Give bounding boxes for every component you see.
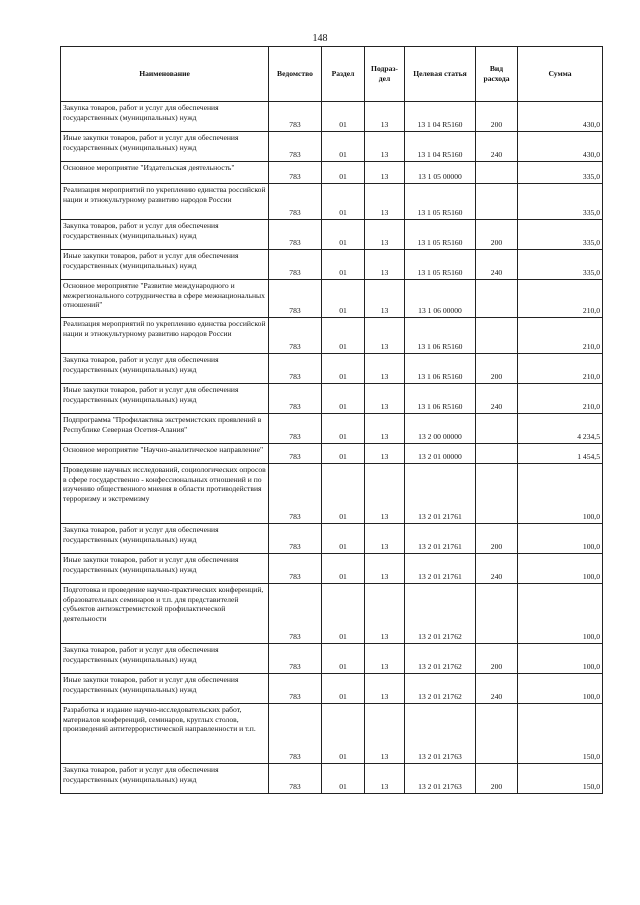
row-amount-cell: 100,0 [518,464,603,524]
row-expense-type-cell [476,444,518,464]
table-row [61,414,603,444]
row-expense-type-cell: 200 [476,644,518,674]
row-name-cell: Подпрограмма "Профилактика экстремистских проявлений в Республике Северная Осетия-Алания" [61,414,269,444]
row-name-cell: Закупка товаров, работ и услуг для обеспечения государственных (муниципальных) нужд [61,764,269,794]
table-row [61,704,603,764]
row-target-cell: 13 2 01 21761 [405,554,476,584]
row-amount-cell: 4 234,5 [518,414,603,444]
row-section-cell: 01 [322,704,365,764]
row-section-cell: 01 [322,250,365,280]
row-expense-type-cell: 200 [476,524,518,554]
row-department-cell: 783 [269,162,322,184]
table-row [61,280,603,318]
row-amount-cell: 100,0 [518,524,603,554]
row-target-cell: 13 2 00 00000 [405,414,476,444]
header-name: Наименование [61,47,269,102]
row-subsection-cell: 13 [365,414,405,444]
row-section-cell: 01 [322,644,365,674]
row-name-cell: Реализация мероприятий по укреплению единства российской нации и этнокультурному развитию народов России [61,184,269,220]
row-expense-type-cell [476,704,518,764]
row-department-cell: 783 [269,764,322,794]
header-department: Ведомство [269,47,322,102]
row-name-cell: Иные закупки товаров, работ и услуг для обеспечения государственных (муниципальных) нужд [61,674,269,704]
row-department-cell: 783 [269,250,322,280]
table-row [61,102,603,132]
row-department-cell: 783 [269,132,322,162]
table-row [61,444,603,464]
row-subsection-cell: 13 [365,704,405,764]
row-section-cell: 01 [322,162,365,184]
row-department-cell: 783 [269,704,322,764]
row-expense-type-cell: 240 [476,384,518,414]
row-subsection-cell: 13 [365,464,405,524]
row-amount-cell: 150,0 [518,764,603,794]
row-expense-type-cell [476,414,518,444]
row-subsection-cell: 13 [365,162,405,184]
row-amount-cell: 100,0 [518,674,603,704]
row-department-cell: 783 [269,464,322,524]
row-department-cell: 783 [269,220,322,250]
row-subsection-cell: 13 [365,644,405,674]
row-section-cell: 01 [322,220,365,250]
table-row [61,250,603,280]
row-amount-cell: 210,0 [518,318,603,354]
row-expense-type-cell: 240 [476,132,518,162]
table-row [61,162,603,184]
table-row [61,132,603,162]
row-section-cell: 01 [322,674,365,704]
row-amount-cell: 150,0 [518,704,603,764]
table-row [61,220,603,250]
row-department-cell: 783 [269,444,322,464]
row-department-cell: 783 [269,584,322,644]
table-row [61,184,603,220]
row-target-cell: 13 2 01 21762 [405,584,476,644]
row-expense-type-cell: 200 [476,220,518,250]
row-target-cell: 13 1 04 R5160 [405,102,476,132]
row-target-cell: 13 2 01 00000 [405,444,476,464]
row-department-cell: 783 [269,384,322,414]
row-name-cell: Закупка товаров, работ и услуг для обеспечения государственных (муниципальных) нужд [61,102,269,132]
row-amount-cell: 100,0 [518,644,603,674]
row-subsection-cell: 13 [365,674,405,704]
row-expense-type-cell [476,584,518,644]
table-row [61,354,603,384]
row-target-cell: 13 1 06 R5160 [405,318,476,354]
header-section: Раздел [322,47,365,102]
row-name-cell: Закупка товаров, работ и услуг для обеспечения государственных (муниципальных) нужд [61,354,269,384]
table-row [61,554,603,584]
header-target: Целевая статья [405,47,476,102]
row-name-cell: Иные закупки товаров, работ и услуг для обеспечения государственных (муниципальных) нужд [61,384,269,414]
row-amount-cell: 335,0 [518,250,603,280]
row-expense-type-cell: 200 [476,354,518,384]
row-subsection-cell: 13 [365,524,405,554]
table-header-row [61,47,603,102]
row-name-cell: Закупка товаров, работ и услуг для обеспечения государственных (муниципальных) нужд [61,524,269,554]
row-department-cell: 783 [269,674,322,704]
row-subsection-cell: 13 [365,220,405,250]
row-target-cell: 13 2 01 21763 [405,704,476,764]
table-row [61,674,603,704]
header-amount: Сумма [518,47,603,102]
row-amount-cell: 335,0 [518,184,603,220]
row-amount-cell: 210,0 [518,354,603,384]
row-department-cell: 783 [269,280,322,318]
row-name-cell: Иные закупки товаров, работ и услуг для обеспечения государственных (муниципальных) нужд [61,250,269,280]
header-expense-type: Вид расхода [476,47,518,102]
row-amount-cell: 100,0 [518,584,603,644]
row-section-cell: 01 [322,184,365,220]
row-target-cell: 13 1 04 R5160 [405,132,476,162]
row-amount-cell: 335,0 [518,162,603,184]
row-subsection-cell: 13 [365,318,405,354]
row-section-cell: 01 [322,464,365,524]
row-target-cell: 13 2 01 21763 [405,764,476,794]
row-department-cell: 783 [269,524,322,554]
row-section-cell: 01 [322,414,365,444]
row-amount-cell: 335,0 [518,220,603,250]
row-amount-cell: 430,0 [518,102,603,132]
row-amount-cell: 430,0 [518,132,603,162]
row-subsection-cell: 13 [365,764,405,794]
row-expense-type-cell: 200 [476,102,518,132]
row-expense-type-cell: 200 [476,764,518,794]
row-section-cell: 01 [322,764,365,794]
row-section-cell: 01 [322,524,365,554]
row-amount-cell: 210,0 [518,280,603,318]
row-subsection-cell: 13 [365,132,405,162]
row-section-cell: 01 [322,102,365,132]
row-expense-type-cell [476,184,518,220]
row-expense-type-cell [476,162,518,184]
table-row [61,384,603,414]
row-department-cell: 783 [269,644,322,674]
row-name-cell: Иные закупки товаров, работ и услуг для обеспечения государственных (муниципальных) нужд [61,132,269,162]
row-expense-type-cell [476,280,518,318]
row-section-cell: 01 [322,384,365,414]
row-section-cell: 01 [322,280,365,318]
row-department-cell: 783 [269,102,322,132]
table-row [61,524,603,554]
row-target-cell: 13 1 06 R5160 [405,354,476,384]
row-department-cell: 783 [269,318,322,354]
row-department-cell: 783 [269,354,322,384]
row-target-cell: 13 1 05 R5160 [405,220,476,250]
table-body [61,102,603,794]
row-name-cell: Закупка товаров, работ и услуг для обеспечения государственных (муниципальных) нужд [61,220,269,250]
row-subsection-cell: 13 [365,584,405,644]
row-name-cell: Разработка и издание научно-исследовательских работ, материалов конференций, семинаров, круглых столов, произведений антитеррористической направленности и т.п. [61,704,269,764]
header-subsection: Подраз-дел [365,47,405,102]
table-row [61,464,603,524]
row-target-cell: 13 1 05 00000 [405,162,476,184]
row-subsection-cell: 13 [365,250,405,280]
row-amount-cell: 100,0 [518,554,603,584]
row-name-cell: Основное мероприятие "Издательская деятельность" [61,162,269,184]
row-section-cell: 01 [322,354,365,384]
row-amount-cell: 1 454,5 [518,444,603,464]
row-target-cell: 13 2 01 21761 [405,524,476,554]
table-row [61,644,603,674]
row-name-cell: Основное мероприятие "Развитие международного и межрегионального сотрудничества в сфере межнациональных отношений" [61,280,269,318]
budget-table [60,46,603,794]
row-section-cell: 01 [322,584,365,644]
row-expense-type-cell [476,464,518,524]
row-name-cell: Проведение научных исследований, социологических опросов в сфере государственно - конфессиональных отношений и по изучению общественного мнения в области противодействия терроризму и экстремизму [61,464,269,524]
row-subsection-cell: 13 [365,444,405,464]
table-row [61,764,603,794]
row-department-cell: 783 [269,184,322,220]
row-department-cell: 783 [269,414,322,444]
row-section-cell: 01 [322,444,365,464]
row-name-cell: Закупка товаров, работ и услуг для обеспечения государственных (муниципальных) нужд [61,644,269,674]
table-row [61,584,603,644]
row-target-cell: 13 2 01 21762 [405,674,476,704]
row-name-cell: Реализация мероприятий по укреплению единства российской нации и этнокультурному развитию народов России [61,318,269,354]
row-department-cell: 783 [269,554,322,584]
table-row [61,318,603,354]
row-subsection-cell: 13 [365,354,405,384]
row-name-cell: Основное мероприятие "Научно-аналитическое направление" [61,444,269,464]
row-target-cell: 13 2 01 21761 [405,464,476,524]
row-expense-type-cell [476,318,518,354]
row-section-cell: 01 [322,554,365,584]
row-name-cell: Подготовка и проведение научно-практических конференций, образовательных семинаров и т.п. для представителей субъектов антиэкстремистской профилактической деятельности [61,584,269,644]
row-subsection-cell: 13 [365,102,405,132]
row-amount-cell: 210,0 [518,384,603,414]
row-subsection-cell: 13 [365,384,405,414]
row-expense-type-cell: 240 [476,554,518,584]
row-target-cell: 13 1 06 00000 [405,280,476,318]
row-target-cell: 13 2 01 21762 [405,644,476,674]
row-section-cell: 01 [322,318,365,354]
row-subsection-cell: 13 [365,554,405,584]
row-subsection-cell: 13 [365,184,405,220]
row-target-cell: 13 1 05 R5160 [405,250,476,280]
row-expense-type-cell: 240 [476,250,518,280]
row-name-cell: Иные закупки товаров, работ и услуг для обеспечения государственных (муниципальных) нужд [61,554,269,584]
row-target-cell: 13 1 05 R5160 [405,184,476,220]
row-subsection-cell: 13 [365,280,405,318]
page-number: 148 [312,33,328,44]
row-expense-type-cell: 240 [476,674,518,704]
row-section-cell: 01 [322,132,365,162]
row-target-cell: 13 1 06 R5160 [405,384,476,414]
